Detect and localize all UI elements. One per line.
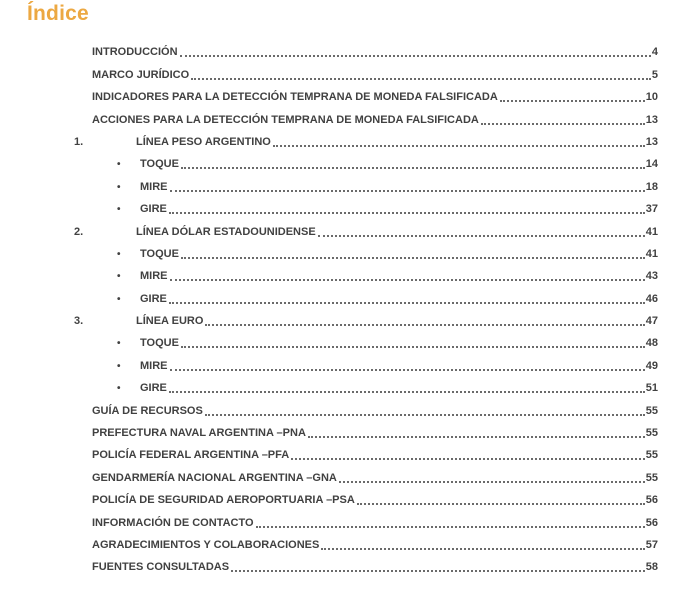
- toc-entry-page-number: 18: [645, 180, 658, 193]
- toc-entry-marker: 2.: [74, 225, 84, 238]
- toc-entry-label: INFORMACIÓN DE CONTACTO: [92, 516, 254, 529]
- toc-dotted-leader: [169, 302, 645, 304]
- toc-dotted-leader: [191, 78, 651, 80]
- toc-entry[interactable]: [92, 38, 658, 60]
- toc-dotted-leader: [181, 257, 645, 259]
- toc-entry-marker: •: [117, 271, 121, 283]
- toc-entry-page-number: 5: [651, 68, 658, 81]
- toc-entry[interactable]: [92, 262, 658, 284]
- toc-dotted-leader: [180, 55, 651, 57]
- toc-dotted-leader: [321, 548, 644, 550]
- toc-entry-page-number: 49: [645, 359, 658, 372]
- toc-entry-marker: •: [117, 338, 121, 350]
- toc-entry-label: LÍNEA DÓLAR ESTADOUNIDENSE: [136, 225, 316, 238]
- toc-dotted-leader: [481, 123, 645, 125]
- toc-entry[interactable]: [92, 419, 658, 441]
- toc-entry-page-number: 48: [645, 337, 658, 350]
- toc-entry-page-number: 41: [645, 247, 658, 260]
- toc-entry-page-number: 10: [645, 91, 658, 104]
- toc-dotted-leader: [181, 346, 645, 348]
- toc-entry-page-number: 46: [645, 292, 658, 305]
- toc-dotted-leader: [170, 279, 645, 281]
- toc-entry-label: FUENTES CONSULTADAS: [92, 561, 230, 574]
- toc-dotted-leader: [231, 570, 645, 572]
- toc-entry-label: TOQUE: [140, 247, 179, 260]
- toc-dotted-leader: [339, 481, 645, 483]
- toc-entry[interactable]: [92, 463, 658, 485]
- toc-entry-label: ACCIONES PARA LA DETECCIÓN TEMPRANA DE MONEDA FALSIFICADA: [92, 113, 479, 126]
- toc-entry-marker: •: [117, 204, 121, 216]
- toc-entry-label: LÍNEA EURO: [136, 315, 204, 328]
- table-of-contents: [74, 38, 658, 575]
- toc-entry-label: MARCO JURÍDICO: [92, 68, 190, 81]
- toc-dotted-leader: [291, 458, 645, 460]
- toc-entry[interactable]: [74, 217, 658, 239]
- toc-entry-marker: •: [117, 293, 121, 305]
- toc-entry-page-number: 56: [645, 516, 658, 529]
- toc-dotted-leader: [357, 503, 645, 505]
- toc-entry-label: INDICADORES PARA LA DETECCIÓN TEMPRANA DE MONEDA FALSIFICADA: [92, 91, 498, 104]
- toc-entry-page-number: 14: [645, 158, 658, 171]
- toc-entry-label: AGRADECIMIENTOS Y COLABORACIONES: [92, 538, 320, 551]
- toc-entry-page-number: 41: [645, 225, 658, 238]
- toc-entry-label: GUÍA DE RECURSOS: [92, 404, 203, 417]
- toc-entry[interactable]: [92, 60, 658, 82]
- toc-entry-label: MIRE: [140, 180, 168, 193]
- toc-dotted-leader: [318, 235, 645, 237]
- toc-entry-page-number: 47: [645, 315, 658, 328]
- toc-entry-marker: •: [117, 181, 121, 193]
- toc-entry-marker: •: [117, 360, 121, 372]
- toc-entry-label: GIRE: [140, 292, 167, 305]
- toc-entry[interactable]: [92, 486, 658, 508]
- toc-entry-page-number: 56: [645, 494, 658, 507]
- toc-entry-page-number: 55: [645, 471, 658, 484]
- toc-entry-label: PREFECTURA NAVAL ARGENTINA –PNA: [92, 427, 306, 440]
- toc-entry[interactable]: [92, 531, 658, 553]
- toc-entry[interactable]: [92, 83, 658, 105]
- toc-entry[interactable]: [92, 150, 658, 172]
- toc-entry-marker: •: [117, 383, 121, 395]
- toc-entry-page-number: 4: [651, 46, 658, 59]
- toc-entry-label: POLICÍA FEDERAL ARGENTINA –PFA: [92, 449, 290, 462]
- toc-entry[interactable]: [92, 172, 658, 194]
- toc-entry-label: MIRE: [140, 359, 168, 372]
- toc-entry[interactable]: [92, 284, 658, 306]
- toc-entry[interactable]: [92, 396, 658, 418]
- toc-dotted-leader: [170, 190, 645, 192]
- toc-dotted-leader: [205, 414, 645, 416]
- toc-entry-label: GENDARMERÍA NACIONAL ARGENTINA –GNA: [92, 471, 337, 484]
- toc-entry-marker: •: [117, 248, 121, 260]
- toc-entry-label: GIRE: [140, 382, 167, 395]
- toc-entry-page-number: 55: [645, 404, 658, 417]
- toc-entry[interactable]: [92, 329, 658, 351]
- toc-entry[interactable]: [92, 240, 658, 262]
- toc-entry[interactable]: [74, 128, 658, 150]
- toc-entry-page-number: 55: [645, 449, 658, 462]
- toc-dotted-leader: [256, 526, 645, 528]
- toc-entry-label: POLICÍA DE SEGURIDAD AEROPORTUARIA –PSA: [92, 494, 355, 507]
- toc-dotted-leader: [273, 145, 645, 147]
- toc-entry[interactable]: [92, 374, 658, 396]
- toc-dotted-leader: [205, 324, 644, 326]
- toc-entry[interactable]: [92, 105, 658, 127]
- toc-entry-page-number: 37: [645, 203, 658, 216]
- toc-dotted-leader: [181, 167, 645, 169]
- toc-dotted-leader: [170, 369, 645, 371]
- toc-dotted-leader: [500, 100, 645, 102]
- toc-entry[interactable]: [92, 508, 658, 530]
- toc-entry-page-number: 13: [645, 113, 658, 126]
- toc-entry-label: TOQUE: [140, 337, 179, 350]
- toc-dotted-leader: [169, 391, 645, 393]
- toc-entry-label: GIRE: [140, 203, 167, 216]
- toc-entry[interactable]: [92, 351, 658, 373]
- toc-entry-label: TOQUE: [140, 158, 179, 171]
- toc-entry-marker: •: [117, 159, 121, 171]
- toc-entry-marker: 1.: [74, 135, 84, 148]
- toc-entry-label: LÍNEA PESO ARGENTINO: [136, 135, 271, 148]
- toc-dotted-leader: [308, 436, 645, 438]
- toc-entry-page-number: 58: [645, 561, 658, 574]
- toc-entry-page-number: 13: [645, 135, 658, 148]
- toc-entry[interactable]: [92, 441, 658, 463]
- toc-entry[interactable]: [92, 195, 658, 217]
- toc-dotted-leader: [169, 212, 645, 214]
- toc-entry-page-number: 55: [645, 427, 658, 440]
- toc-entry-label: MIRE: [140, 270, 168, 283]
- toc-entry-page-number: 43: [645, 270, 658, 283]
- toc-entry[interactable]: [74, 307, 658, 329]
- toc-entry-marker: 3.: [74, 315, 84, 328]
- toc-entry[interactable]: [92, 553, 658, 575]
- page-title: Índice: [27, 2, 89, 25]
- toc-entry-page-number: 57: [645, 538, 658, 551]
- toc-entry-page-number: 51: [645, 382, 658, 395]
- toc-entry-label: INTRODUCCIÓN: [92, 46, 178, 59]
